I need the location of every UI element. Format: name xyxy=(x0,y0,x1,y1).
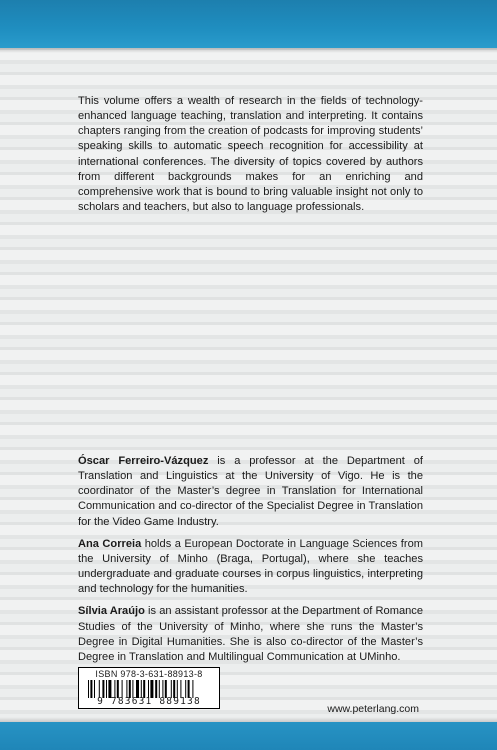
barcode-digits: 9 783631 889138 xyxy=(97,696,201,707)
author-bio xyxy=(78,454,423,530)
author-bio-text: holds a European Doctorate in Language Sciences from the University of Minho (Braga, Portugal), where she teaches undergraduate and graduate courses in corpus linguistics, interpreting and technology for the humanities. xyxy=(78,537,423,596)
author-name: Óscar Ferreiro-Vázquez xyxy=(78,455,209,467)
author-bios xyxy=(78,454,423,672)
top-color-band xyxy=(0,0,497,48)
author-name: Ana Correia xyxy=(78,537,142,550)
isbn-barcode xyxy=(78,667,220,709)
barcode-bar xyxy=(94,680,95,698)
book-summary: This volume offers a wealth of research in the fields of technology-enhanced language teaching, translation and interpreting. It contains chapters ranging from the creation of podcasts for improving students’ speaking skills to automatic speech recognition for accessibility at international conferences. The diversity of topics covered by authors from different backgrounds makes for an enriching and comprehensive work that is bound to bring valuable insight not only to scholars and teachers, but also to language professionals. xyxy=(78,95,423,214)
bottom-color-band xyxy=(0,722,497,750)
author-bio-text: is a professor at the Department of Translation and Linguistics at the University of Vigo. He is the coordinator of the Master’s degree in Translation for International Communication and co-director of the Specialist Degree in Translation for the Video Game Industry. xyxy=(78,455,424,528)
barcode-bar xyxy=(90,680,92,698)
author-name: Sílvia Araújo xyxy=(78,605,145,618)
author-bio xyxy=(78,604,423,665)
publisher-url: www.peterlang.com xyxy=(327,703,419,715)
barcode-bar xyxy=(88,680,89,698)
isbn-label: ISBN 978-3-631-88913-8 xyxy=(95,669,203,679)
author-bio xyxy=(78,537,423,598)
author-bio-text: is an assistant professor at the Department of Romance Studies of the University of Minho, where she runs the Master’s Degree in Digital Humanities. She is also co-director of the Master’s Degree in Translation and Multilingual Communication at UMinho. xyxy=(78,605,424,663)
